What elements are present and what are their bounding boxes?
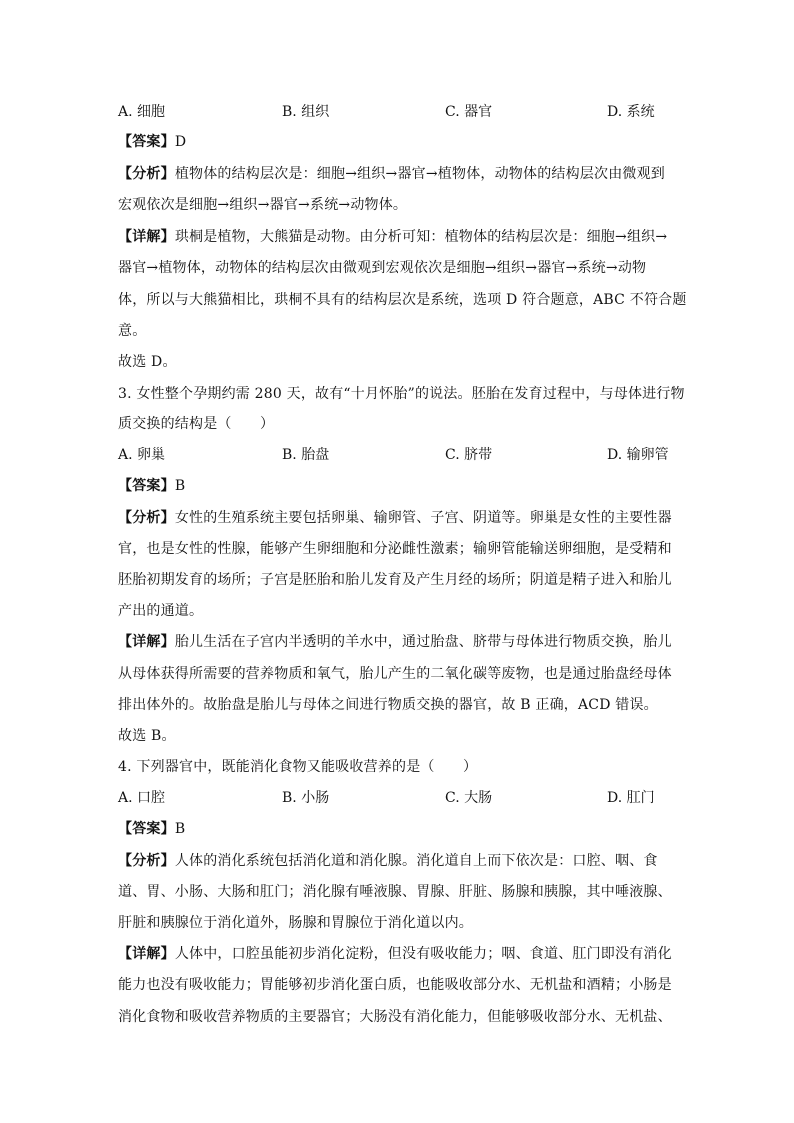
- analysis-text: 女性的生殖系统主要包括卵巢、输卵管、子宫、阴道等。卵巢是女性的主要性器: [174, 510, 672, 526]
- q2-conclusion: 故选 D。: [118, 354, 177, 370]
- q2-detail-line-1: [118, 227, 678, 247]
- q2-analysis-line-1: [118, 164, 678, 184]
- q2-detail-line-2: 器官→植物体，动物体的结构层次由微观到宏观依次是细胞→组织→器官→系统→动物: [118, 260, 647, 276]
- detail-tag: 【详解】: [118, 634, 175, 650]
- detail-tag: 【详解】: [118, 946, 175, 962]
- q3-option-a: A. 卵巢: [118, 447, 166, 463]
- q3-answer: [118, 476, 678, 496]
- detail-text: 珙桐是植物，大熊猫是动物。由分析可知：植物体的结构层次是：细胞→组织→: [174, 229, 668, 245]
- q2-option-d: D. 系统: [607, 104, 655, 120]
- detail-tag: 【详解】: [118, 229, 175, 245]
- q4-options: [118, 788, 678, 808]
- q3-option-b: B. 胎盘: [282, 447, 330, 463]
- q2-option-c: C. 器官: [445, 104, 493, 120]
- q4-detail-line-2: 能力也没有吸收能力；胃能够初步消化蛋白质，也能吸收部分水、无机盐和酒精；小肠是: [118, 977, 672, 993]
- q2-option-a: A. 细胞: [118, 104, 166, 120]
- q3-option-c: C. 脐带: [445, 447, 493, 463]
- analysis-tag: 【分析】: [118, 853, 175, 869]
- q3-option-d: D. 输卵管: [607, 447, 669, 463]
- q3-analysis-line-2: 官，也是女性的性腺，能够产生卵细胞和分泌雌性激素；输卵管能输送卵细胞，是受精和: [118, 541, 672, 557]
- q4-option-a: A. 口腔: [118, 790, 166, 806]
- q3-conclusion: 故选 B。: [118, 728, 176, 744]
- q4-analysis-line-3: 肝脏和胰腺位于消化道外，肠腺和胃腺位于消化道以内。: [118, 915, 473, 931]
- q4-analysis-line-2: 道、胃、小肠、大肠和肛门；消化腺有唾液腺、胃腺、肝脏、肠腺和胰腺，其中唾液腺、: [118, 884, 672, 900]
- q3-analysis-line-4: 产出的通道。: [118, 603, 204, 619]
- q2-answer: [118, 132, 678, 152]
- q3-stem-line-2: 质交换的结构是（ ）: [118, 416, 275, 432]
- answer-value: B: [174, 821, 186, 837]
- q3-detail-line-2: 从母体获得所需要的营养物质和氧气，胎儿产生的二氧化碳等废物，也是通过胎盘经母体: [118, 666, 672, 682]
- q3-options: [118, 445, 678, 465]
- answer-tag: 【答案】: [118, 478, 175, 494]
- answer-tag: 【答案】: [118, 821, 175, 837]
- detail-text: 胎儿生活在子宫内半透明的羊水中，通过胎盘、脐带与母体进行物质交换，胎儿: [174, 634, 672, 650]
- answer-value: D: [174, 134, 187, 150]
- q3-analysis-line-1: [118, 508, 678, 528]
- q2-options: [118, 102, 678, 122]
- q4-option-c: C. 大肠: [445, 790, 493, 806]
- q2-detail-line-4: 意。: [118, 323, 147, 339]
- answer-tag: 【答案】: [118, 134, 175, 150]
- q2-option-b: B. 组织: [282, 104, 330, 120]
- q2-analysis-line-2: 宏观依次是细胞→组织→器官→系统→动物体。: [118, 197, 408, 213]
- analysis-tag: 【分析】: [118, 510, 175, 526]
- q4-detail-line-1: [118, 944, 678, 964]
- q4-answer: [118, 819, 678, 839]
- q4-detail-line-3: 消化食物和吸收营养物质的主要器官；大肠没有消化能力，但能够吸收部分水、无机盐、: [118, 1009, 672, 1025]
- q4-stem-line-1: 4. 下列器官中，既能消化食物又能吸收营养的是（ ）: [118, 759, 478, 775]
- q3-analysis-line-3: 胚胎初期发育的场所；子宫是胚胎和胎儿发育及产生月经的场所；阴道是精子进入和胎儿: [118, 572, 672, 588]
- analysis-text: 植物体的结构层次是：细胞→组织→器官→植物体，动物体的结构层次由微观到: [174, 166, 666, 182]
- q3-detail-line-1: [118, 632, 678, 652]
- analysis-text: 人体的消化系统包括消化道和消化腺。消化道自上而下依次是：口腔、咽、食: [174, 853, 658, 869]
- q4-analysis-line-1: [118, 851, 678, 871]
- analysis-tag: 【分析】: [118, 166, 175, 182]
- q4-option-d: D. 肛门: [607, 790, 655, 806]
- detail-text: 人体中，口腔虽能初步消化淀粉，但没有吸收能力；咽、食道、肛门即没有消化: [174, 946, 672, 962]
- answer-value: B: [174, 478, 186, 494]
- q3-stem-line-1: 3. 女性整个孕期约需 280 天，故有“十月怀胎”的说法。胚胎在发育过程中，与母体进行物: [118, 386, 685, 402]
- q2-detail-line-3: 体，所以与大熊猫相比，珙桐不具有的结构层次是系统，选项 D 符合题意，ABC 不符合题: [118, 292, 687, 308]
- q3-detail-line-3: 排出体外的。故胎盘是胎儿与母体之间进行物质交换的器官，故 B 正确，ACD 错误。: [118, 697, 658, 713]
- q4-option-b: B. 小肠: [282, 790, 330, 806]
